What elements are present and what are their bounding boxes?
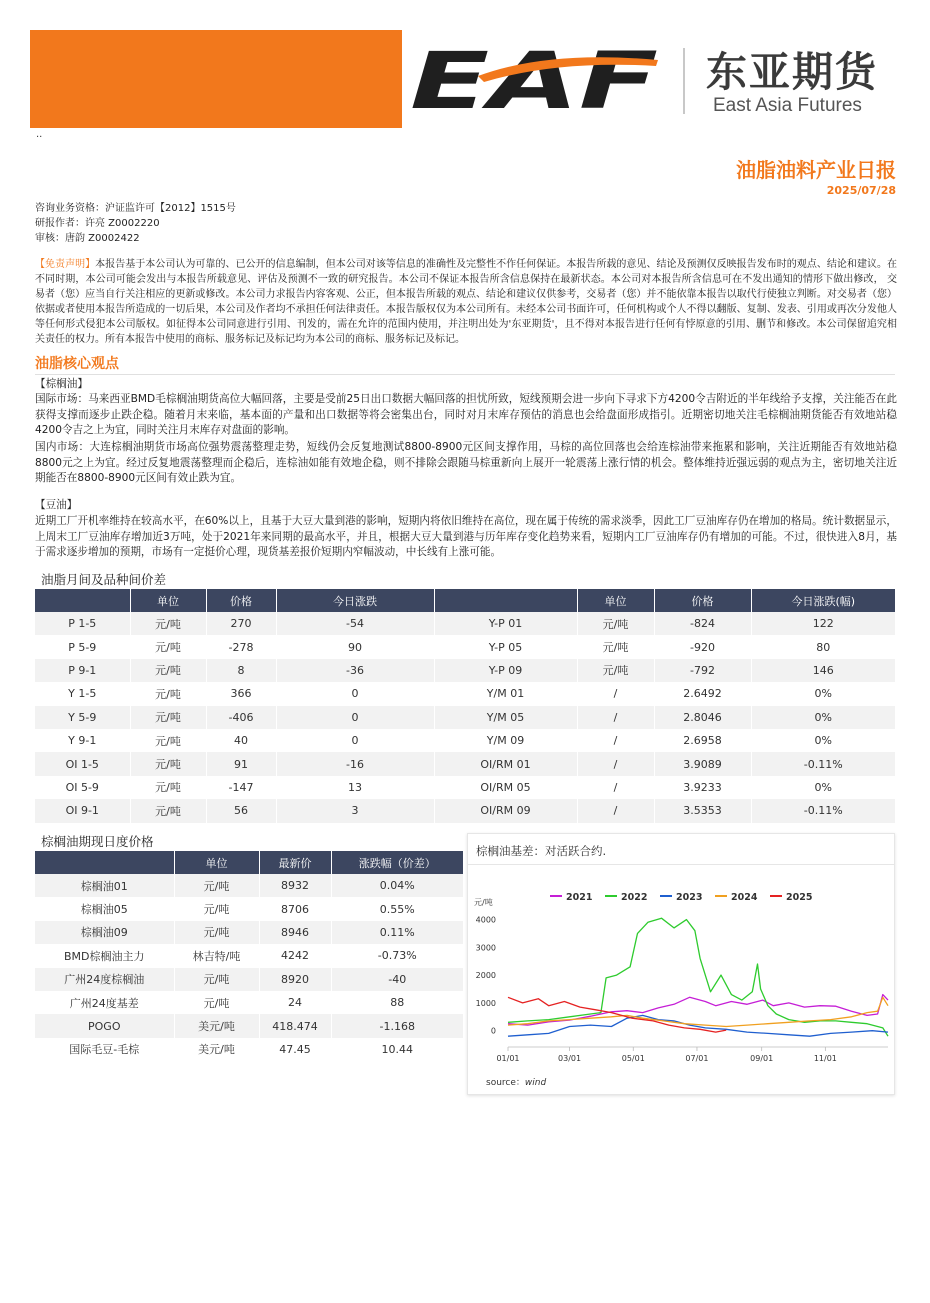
header-orange-banner [30, 30, 402, 128]
spread-cell: 0% [751, 706, 895, 729]
spread-cell: -278 [206, 635, 276, 658]
spread-header-cell: 单位 [130, 589, 206, 612]
table-row [35, 635, 895, 658]
spread-table-header [35, 589, 895, 612]
spot-cell: 0.11% [331, 921, 463, 944]
spread-cell: Y 5-9 [35, 706, 130, 729]
table-row [35, 1014, 463, 1037]
spread-cell: / [577, 706, 654, 729]
spread-cell: 90 [276, 635, 434, 658]
table-row [35, 944, 463, 967]
y-tick-label: 4000 [475, 915, 496, 925]
spread-cell: 0 [276, 682, 434, 705]
spread-cell: 2.8046 [654, 706, 751, 729]
table-row [35, 752, 895, 775]
spread-cell: 40 [206, 729, 276, 752]
x-tick-label: 09/01 [750, 1054, 774, 1063]
spread-cell: Y 1-5 [35, 682, 130, 705]
spread-cell: -147 [206, 776, 276, 799]
chart-source [486, 1077, 546, 1089]
spread-cell: 13 [276, 776, 434, 799]
spot-cell: 24 [259, 991, 331, 1014]
spread-cell: 0% [751, 729, 895, 752]
spread-cell: 8 [206, 659, 276, 682]
spread-cell: 122 [751, 612, 895, 635]
series-line-2025 [508, 997, 726, 1032]
spread-cell: P 9-1 [35, 659, 130, 682]
spread-cell: 元/吨 [577, 612, 654, 635]
spread-cell: OI 9-1 [35, 799, 130, 822]
spread-cell: P 1-5 [35, 612, 130, 635]
x-tick-label: 03/01 [558, 1054, 582, 1063]
spread-cell: 元/吨 [130, 635, 206, 658]
spread-cell: 元/吨 [577, 635, 654, 658]
table-row [35, 921, 463, 944]
spread-cell: Y 9-1 [35, 729, 130, 752]
spread-header-cell: 价格 [654, 589, 751, 612]
spot-cell: 国际毛豆-毛棕 [35, 1038, 174, 1061]
y-tick-label: 0 [490, 1026, 496, 1036]
y-axis-label: 元/吨 [474, 898, 493, 907]
eaf-logo [408, 46, 664, 114]
y-tick-label: 2000 [475, 971, 496, 981]
license-line: 咨询业务资格：沪证监许可【2012】1515号 [35, 203, 236, 214]
spread-cell: 3.9089 [654, 752, 751, 775]
spot-cell: 元/吨 [174, 968, 259, 991]
report-title: 油脂油料产业日报 [736, 158, 896, 182]
spread-header-cell: 今日涨跌 [276, 589, 434, 612]
y-tick-label: 3000 [475, 943, 496, 953]
spread-cell: 3.5353 [654, 799, 751, 822]
spot-cell: -40 [331, 968, 463, 991]
palm-header: 【棕榈油】 [35, 378, 88, 390]
spread-header-cell [35, 589, 130, 612]
spot-table-body [35, 874, 463, 1061]
spread-cell: 0% [751, 682, 895, 705]
spot-cell: 8706 [259, 897, 331, 920]
legend-entry: 2021 [566, 892, 593, 903]
spread-table [35, 589, 895, 823]
spread-cell: -36 [276, 659, 434, 682]
x-tick-label: 01/01 [496, 1054, 520, 1063]
spot-cell: 棕榈油09 [35, 921, 174, 944]
spot-header-cell: 最新价 [259, 851, 331, 874]
header-dots: .. [36, 129, 43, 140]
legend-entry: 2024 [731, 892, 758, 903]
table-row [35, 968, 463, 991]
legend-entry: 2023 [676, 892, 703, 903]
disclaimer-tag: 【免责声明】 [35, 259, 96, 270]
spot-cell: 0.55% [331, 897, 463, 920]
spread-cell: 366 [206, 682, 276, 705]
table-row [35, 729, 895, 752]
spread-cell: 0 [276, 706, 434, 729]
spread-cell: 元/吨 [130, 729, 206, 752]
spot-cell: 棕榈油05 [35, 897, 174, 920]
reviewer-line: 审核：唐韵 Z0002422 [35, 233, 140, 244]
spread-cell: / [577, 799, 654, 822]
spread-cell: OI 1-5 [35, 752, 130, 775]
source-value: wind [524, 1078, 547, 1088]
series-line-2022 [508, 918, 888, 1036]
spread-table-body [35, 612, 895, 823]
spot-table-caption: 棕榈油期现日度价格 [41, 834, 154, 849]
company-name-cn: 东亚期货 [706, 48, 878, 96]
spread-header-cell: 单位 [577, 589, 654, 612]
table-row [35, 874, 463, 897]
spot-cell: 美元/吨 [174, 1038, 259, 1061]
spot-cell: 88 [331, 991, 463, 1014]
spread-cell: -16 [276, 752, 434, 775]
table-row [35, 612, 895, 635]
company-name-en: East Asia Futures [713, 95, 862, 116]
spot-cell: 4242 [259, 944, 331, 967]
spot-cell: 元/吨 [174, 897, 259, 920]
spot-cell: 10.44 [331, 1038, 463, 1061]
disclaimer [35, 257, 897, 347]
spread-cell: 270 [206, 612, 276, 635]
report-meta [35, 201, 236, 246]
spread-cell: OI/RM 01 [434, 752, 577, 775]
spot-cell: 418.474 [259, 1014, 331, 1037]
spot-cell: 0.04% [331, 874, 463, 897]
basis-chart-panel [467, 833, 895, 1095]
spread-cell: 0 [276, 729, 434, 752]
legend-entry: 2022 [621, 892, 648, 903]
spread-cell: Y/M 09 [434, 729, 577, 752]
spread-cell: / [577, 752, 654, 775]
palm-domestic-paragraph: 国内市场：大连棕榈油期货市场高位强势震荡整理走势，短线仍会反复地测试8800-8900元区间支撑作用，马棕的高位回落也会给连棕油带来拖累和影响，关注近期能否有效地站稳8800元之上为宜。经过反复地震荡整理而企稳后，连棕油如能有效地企稳，则不排除会跟随马棕重新向上展开一轮震荡上涨行情的机会。整体维持近强远弱的观点为主，密切地关注近期能否在8800-8900元区间有效止跌为宜。 [35, 441, 897, 485]
spread-header-cell [434, 589, 577, 612]
x-tick-label: 05/01 [621, 1054, 645, 1063]
spread-cell: 56 [206, 799, 276, 822]
spot-header-cell [35, 851, 174, 874]
table-row [35, 682, 895, 705]
soy-header: 【豆油】 [35, 499, 78, 511]
spread-cell: -824 [654, 612, 751, 635]
section-divider [35, 374, 895, 375]
x-tick-label: 11/01 [813, 1054, 837, 1063]
table-row [35, 799, 895, 822]
spread-cell: -792 [654, 659, 751, 682]
spread-cell: 80 [751, 635, 895, 658]
legend-entry: 2025 [786, 892, 813, 903]
spread-cell: 91 [206, 752, 276, 775]
spread-cell: Y-P 01 [434, 612, 577, 635]
spread-cell: -920 [654, 635, 751, 658]
table-row [35, 897, 463, 920]
spread-cell: -0.11% [751, 752, 895, 775]
spread-cell: 元/吨 [130, 706, 206, 729]
spread-cell: / [577, 729, 654, 752]
spot-cell: -1.168 [331, 1014, 463, 1037]
y-tick-label: 1000 [475, 998, 496, 1008]
spread-cell: Y-P 09 [434, 659, 577, 682]
spot-table [35, 851, 463, 1061]
spot-cell: -0.73% [331, 944, 463, 967]
spot-header-cell: 单位 [174, 851, 259, 874]
spread-cell: -54 [276, 612, 434, 635]
table-row [35, 706, 895, 729]
spread-cell: 元/吨 [577, 659, 654, 682]
spread-cell: 3 [276, 799, 434, 822]
spot-cell: BMD棕榈油主力 [35, 944, 174, 967]
spread-cell: / [577, 682, 654, 705]
spread-cell: P 5-9 [35, 635, 130, 658]
spot-table-header [35, 851, 463, 874]
spot-cell: 元/吨 [174, 921, 259, 944]
spread-cell: 0% [751, 776, 895, 799]
spread-cell: 元/吨 [130, 612, 206, 635]
spread-cell: 2.6492 [654, 682, 751, 705]
logo-divider [683, 48, 685, 114]
spot-cell: 广州24度棕榈油 [35, 968, 174, 991]
spot-cell: 元/吨 [174, 991, 259, 1014]
spot-cell: POGO [35, 1014, 174, 1037]
series-line-2023 [508, 1015, 888, 1036]
spread-cell: 元/吨 [130, 776, 206, 799]
spot-cell: 林吉特/吨 [174, 944, 259, 967]
spread-cell: 146 [751, 659, 895, 682]
spread-cell: OI 5-9 [35, 776, 130, 799]
spread-cell: -0.11% [751, 799, 895, 822]
spot-cell: 棕榈油01 [35, 874, 174, 897]
basis-chart [468, 834, 896, 1096]
spot-cell: 美元/吨 [174, 1014, 259, 1037]
spread-cell: -406 [206, 706, 276, 729]
spread-cell: 元/吨 [130, 659, 206, 682]
soy-paragraph: 近期工厂开机率维持在较高水平，在60%以上，且基于大豆大量到港的影响，短期内将依旧维持在高位，现在属于传统的需求淡季，因此工厂豆油库存仍在增加的格局。统计数据显示，上周末工厂豆油库存增加近3万吨，处于2021年来同期的最高水平，并且，根据大豆大量到港与历年库存变化趋势来看，短期内工厂豆油库存仍有增加的可能。不过，很快进入8月，基于需求逐步增加的预期，市场有一定挺价心理，现货基差报价短期内窄幅波动，中长线有上涨可能。 [35, 515, 897, 559]
spread-cell: 元/吨 [130, 682, 206, 705]
spread-cell: 3.9233 [654, 776, 751, 799]
spot-cell: 8920 [259, 968, 331, 991]
spread-cell: 2.6958 [654, 729, 751, 752]
eaf-logo-text: EAF [410, 46, 658, 114]
spread-cell: Y-P 05 [434, 635, 577, 658]
spread-cell: 元/吨 [130, 799, 206, 822]
author-line: 研报作者：许亮 Z0002220 [35, 218, 160, 229]
disclaimer-text: 本报告基于本公司认为可靠的、已公开的信息编制，但本公司对该等信息的准确性及完整性不作任何保证。本报告所载的意见、结论及预测仅反映报告发布时的观点、结论和建议。在不同时期，本公司可能会发出与本报告所载意见、评估及预测不一致的研究报告。本公司不保证本报告所含信息保持在最新状态。本公司对本报告所含信息可在不发出通知的情形下做出修改， 交易者（您）应当自行关注相应的更新或修改。本公司力求报告内容客观、公正，但本报告所载的观点、结论和建议仅供参考，交易者（您）并不能依靠本报告以取代行使独立判断。对交易者（您）依据或者使用本报告所造成的一切后果，本公司及作者均不承担任何法律责任。本报告版权仅为本公司所有。未经本公司书面许可，任何机构或个人不得以翻版、复制、发表、引用或再次分发他人等任何形式侵犯本公司版权。如征得本公司同意进行引用、刊发的，需在允许的范围内使用，并注明出处为'东亚期货'，且不得对本报告进行任何有悖原意的引用、删节和修改。本公司保留追究相关责任的权力。所有本报告中使用的商标、服务标记及标记均为本公司的商标、服务标记及标记。 [35, 259, 898, 345]
spread-cell: 元/吨 [130, 752, 206, 775]
spot-cell: 47.45 [259, 1038, 331, 1061]
palm-intl-paragraph: 国际市场：马来西亚BMD毛棕榈油期货高位大幅回落，主要是受前25日出口数据大幅回落的担忧所致，短线预期会进一步向下寻求下方4200令吉附近的半年线给予支撑，关注能否在此获得支撑而逐步止跌企稳。随着月末来临，基本面的产量和出口数据等将会密集出台，同时对月末库存预估的消息也会给盘面形成指引。近期密切地关注毛棕榈油期货能否有效地站稳4200令吉之上为宜，同时关注月末库存对盘面的影响。 [35, 393, 897, 437]
spread-table-caption: 油脂月间及品种间价差 [41, 572, 167, 587]
spot-cell: 8932 [259, 874, 331, 897]
spread-header-cell: 价格 [206, 589, 276, 612]
spot-cell: 8946 [259, 921, 331, 944]
table-row [35, 991, 463, 1014]
spot-cell: 广州24度基差 [35, 991, 174, 1014]
table-row [35, 1038, 463, 1061]
spread-cell: Y/M 01 [434, 682, 577, 705]
spread-cell: OI/RM 09 [434, 799, 577, 822]
spread-cell: OI/RM 05 [434, 776, 577, 799]
source-label: source： [486, 1078, 525, 1088]
table-row [35, 659, 895, 682]
section-title-core-view: 油脂核心观点 [35, 356, 119, 372]
spread-header-cell: 今日涨跌(幅) [751, 589, 895, 612]
table-row [35, 776, 895, 799]
x-tick-label: 07/01 [685, 1054, 709, 1063]
spot-header-cell: 涨跌幅（价差） [331, 851, 463, 874]
spot-cell: 元/吨 [174, 874, 259, 897]
report-date: 2025/07/28 [826, 184, 896, 197]
spread-cell: / [577, 776, 654, 799]
chart-title: 棕榈油基差：对活跃合约. [476, 844, 607, 858]
spread-cell: Y/M 05 [434, 706, 577, 729]
